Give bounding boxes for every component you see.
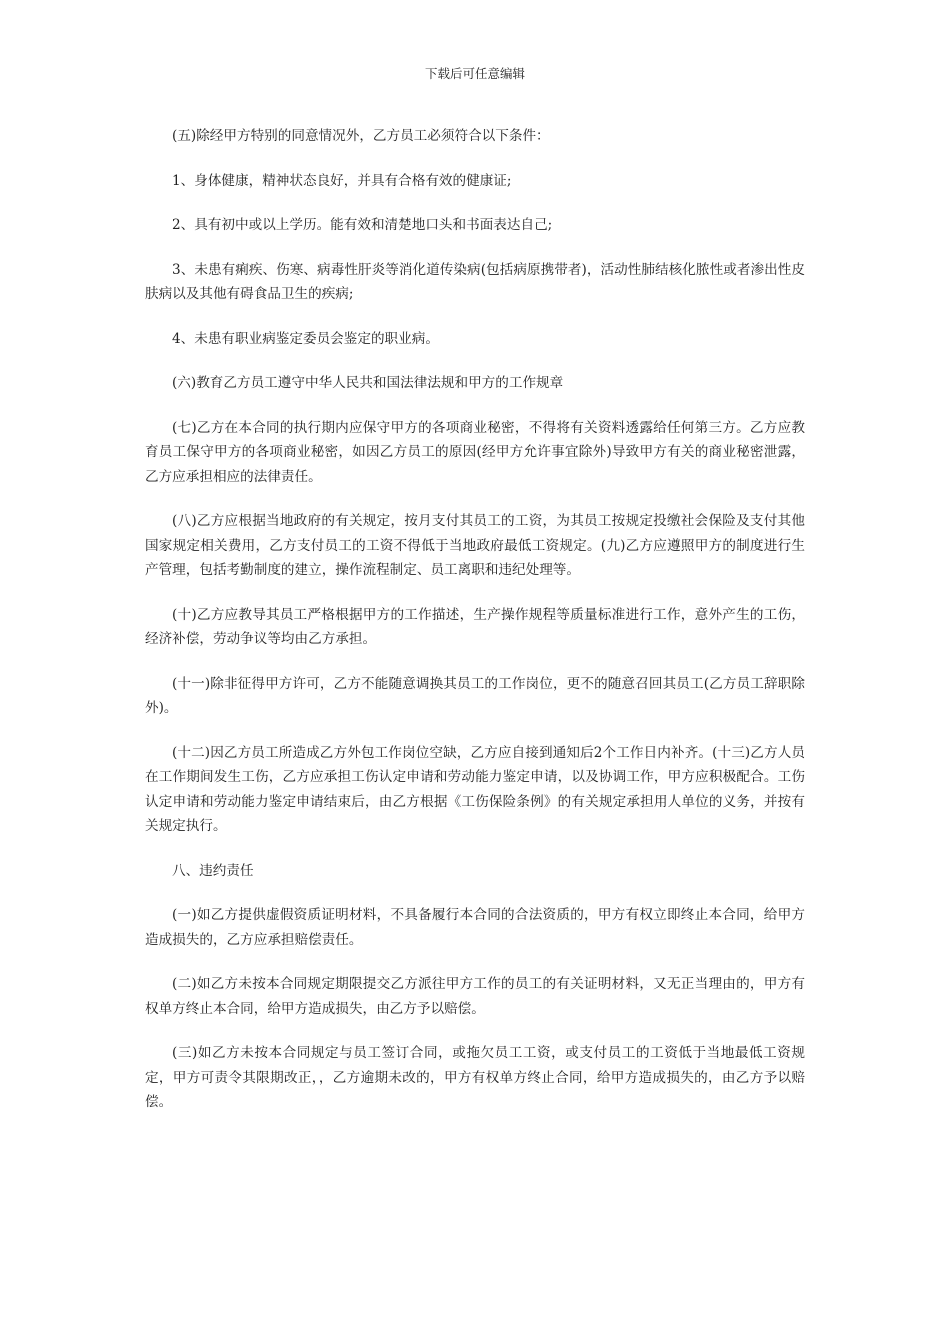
clause-7-confidentiality: (七)乙方在本合同的执行期内应保守甲方的各项商业秘密，不得将有关资料透露给任何第三方。乙方应教育员工保守甲方的各项商业秘密，如因乙方员工的原因(经甲方允许事宜除外)导致甲方有关的商业秘密泄露，乙方应承担相应的法律责任。 [145,419,805,485]
liability-3-wages: (三)如乙方未按本合同规定与员工签订合同，或拖欠员工工资，或支付员工的工资低于当地最低工资规定，甲方可责令其限期改正，，乙方逾期未改的，甲方有权单方终止合同，给甲方造成损失的，由乙方予以赔偿。 [145,1045,805,1110]
condition-4-occupational: 4、未患有职业病鉴定委员会鉴定的职业病。 [172,330,439,347]
document-body [145,124,805,1135]
section-8-heading: 八、违约责任 [172,862,254,879]
clause-8-wages: (八)乙方应根据当地政府的有关规定，按月支付其员工的工资，为其员工按规定投缴社会保险及支付其他国家规定相关费用，乙方支付员工的工资不得低于当地政府最低工资规定。(九)乙方应遵照甲方的制度进行生产管理，包括考勤制度的建立，操作流程制定、员工离职和违纪处理等。 [145,513,805,578]
liability-1-false-documents: (一)如乙方提供虚假资质证明材料，不具备履行本合同的合法资质的，甲方有权立即终止本合同，给甲方造成损失的，乙方应承担赔偿责任。 [145,907,805,948]
clause-6-education: (六)教育乙方员工遵守中华人民共和国法律法规和甲方的工作规章 [172,375,564,391]
condition-2-education: 2、具有初中或以上学历。能有效和清楚地口头和书面表达自己; [172,217,553,233]
liability-2-late-documents: (二)如乙方未按本合同规定期限提交乙方派往甲方工作的员工的有关证明材料，又无正当理由的，甲方有权单方终止本合同，给甲方造成损失，由乙方予以赔偿。 [145,976,805,1017]
condition-3-disease: 3、未患有痢疾、伤寒、病毒性肝炎等消化道传染病(包括病原携带者)，活动性肺结核化脓性或者渗出性皮肤病以及其他有碍食品卫生的疾病; [145,261,805,302]
page-header: 下载后可任意编辑 [424,66,525,81]
condition-1-health: 1、身体健康，精神状态良好，并具有合格有效的健康证; [172,172,512,189]
clause-10-work-standards: (十)乙方应教导其员工严格根据甲方的工作描述，生产操作规程等质量标准进行工作，意外产生的工伤，经济补偿，劳动争议等均由乙方承担。 [145,606,805,647]
clause-12-vacancies: (十二)因乙方员工所造成乙方外包工作岗位空缺，乙方应自接到通知后2个工作日内补齐。(十三)乙方人员在工作期间发生工伤，乙方应承担工伤认定申请和劳动能力鉴定申请，以及协调工作，甲方应积极配合。工伤认定申请和劳动能力鉴定申请结束后，由乙方根据《工伤保险条例》的有关规定承担用人单位的义务，并按有关规定执行。 [145,744,805,834]
clause-5-conditions: (五)除经甲方特别的同意情况外，乙方员工必须符合以下条件： [172,128,550,144]
clause-11-positions: (十一)除非征得甲方许可，乙方不能随意调换其员工的工作岗位，更不的随意召回其员工(乙方员工辞职除外)。 [145,675,805,716]
